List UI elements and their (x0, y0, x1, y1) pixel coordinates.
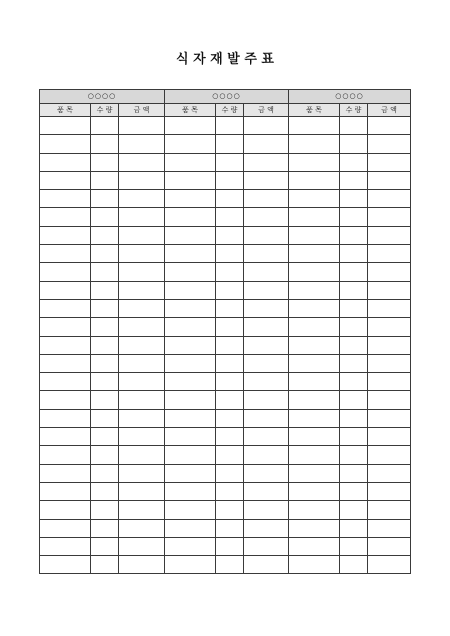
cell-item[interactable] (289, 171, 340, 189)
cell-quantity[interactable] (216, 263, 244, 281)
cell-quantity[interactable] (216, 446, 244, 464)
cell-amount[interactable] (368, 556, 411, 574)
table-row (40, 318, 411, 336)
cell-amount[interactable] (244, 464, 289, 482)
cell-quantity[interactable] (216, 153, 244, 171)
table-row (40, 190, 411, 208)
table-row (40, 354, 411, 372)
cell-item[interactable] (289, 336, 340, 354)
cell-item[interactable] (165, 171, 216, 189)
cell-amount[interactable] (119, 409, 165, 427)
cell-quantity[interactable] (340, 318, 368, 336)
cell-item[interactable] (165, 428, 216, 446)
cell-amount[interactable] (368, 519, 411, 537)
table-row (40, 482, 411, 500)
cell-item[interactable] (165, 464, 216, 482)
cell-quantity[interactable] (216, 299, 244, 317)
column-header-quantity: 수 량 (91, 104, 119, 117)
table-row (40, 263, 411, 281)
cell-quantity[interactable] (216, 336, 244, 354)
cell-quantity[interactable] (216, 245, 244, 263)
cell-quantity[interactable] (340, 135, 368, 153)
cell-amount[interactable] (368, 318, 411, 336)
cell-amount[interactable] (119, 336, 165, 354)
cell-item[interactable] (40, 281, 91, 299)
cell-quantity[interactable] (216, 135, 244, 153)
cell-quantity[interactable] (340, 446, 368, 464)
table-row (40, 226, 411, 244)
cell-item[interactable] (289, 263, 340, 281)
cell-item[interactable] (165, 318, 216, 336)
cell-item[interactable] (40, 464, 91, 482)
cell-amount[interactable] (244, 354, 289, 372)
cell-quantity[interactable] (340, 464, 368, 482)
cell-amount[interactable] (368, 336, 411, 354)
cell-amount[interactable] (244, 409, 289, 427)
cell-item[interactable] (289, 519, 340, 537)
table-row (40, 556, 411, 574)
cell-item[interactable] (289, 299, 340, 317)
cell-quantity[interactable] (216, 556, 244, 574)
cell-quantity[interactable] (91, 519, 119, 537)
cell-amount[interactable] (244, 428, 289, 446)
cell-item[interactable] (40, 318, 91, 336)
cell-quantity[interactable] (91, 318, 119, 336)
cell-amount[interactable] (244, 373, 289, 391)
cell-amount[interactable] (368, 117, 411, 135)
cell-amount[interactable] (368, 428, 411, 446)
table-row (40, 519, 411, 537)
cell-amount[interactable] (244, 226, 289, 244)
order-table (39, 89, 411, 574)
cell-item[interactable] (165, 409, 216, 427)
cell-item[interactable] (165, 354, 216, 372)
cell-item[interactable] (40, 208, 91, 226)
table-row (40, 117, 411, 135)
cell-quantity[interactable] (216, 190, 244, 208)
table-row (40, 428, 411, 446)
table-row (40, 281, 411, 299)
cell-amount[interactable] (119, 537, 165, 555)
column-header-amount: 금 액 (119, 104, 165, 117)
cell-amount[interactable] (368, 299, 411, 317)
cell-quantity[interactable] (216, 171, 244, 189)
cell-item[interactable] (40, 556, 91, 574)
cell-quantity[interactable] (340, 501, 368, 519)
cell-amount[interactable] (119, 446, 165, 464)
cell-quantity[interactable] (91, 501, 119, 519)
cell-item[interactable] (289, 537, 340, 555)
cell-item[interactable] (165, 135, 216, 153)
cell-amount[interactable] (244, 190, 289, 208)
cell-quantity[interactable] (216, 428, 244, 446)
cell-amount[interactable] (244, 153, 289, 171)
cell-quantity[interactable] (91, 135, 119, 153)
group-header: ○○○○ (289, 90, 411, 104)
cell-amount[interactable] (244, 208, 289, 226)
cell-amount[interactable] (244, 263, 289, 281)
cell-item[interactable] (289, 556, 340, 574)
cell-quantity[interactable] (340, 208, 368, 226)
cell-item[interactable] (289, 208, 340, 226)
cell-amount[interactable] (368, 263, 411, 281)
cell-amount[interactable] (368, 135, 411, 153)
cell-quantity[interactable] (340, 245, 368, 263)
table-row (40, 171, 411, 189)
cell-amount[interactable] (368, 171, 411, 189)
cell-amount[interactable] (368, 226, 411, 244)
cell-amount[interactable] (119, 556, 165, 574)
column-header-item: 품 목 (289, 104, 340, 117)
cell-amount[interactable] (368, 391, 411, 409)
cell-quantity[interactable] (216, 409, 244, 427)
column-header-item: 품 목 (165, 104, 216, 117)
table-body (40, 117, 411, 574)
cell-quantity[interactable] (340, 281, 368, 299)
cell-item[interactable] (40, 446, 91, 464)
cell-amount[interactable] (119, 299, 165, 317)
cell-item[interactable] (289, 501, 340, 519)
table-row (40, 208, 411, 226)
cell-quantity[interactable] (91, 428, 119, 446)
column-header-quantity: 수 량 (340, 104, 368, 117)
cell-quantity[interactable] (91, 245, 119, 263)
cell-item[interactable] (165, 208, 216, 226)
cell-item[interactable] (289, 354, 340, 372)
cell-item[interactable] (289, 409, 340, 427)
cell-quantity[interactable] (340, 153, 368, 171)
cell-amount[interactable] (119, 318, 165, 336)
cell-amount[interactable] (244, 117, 289, 135)
cell-item[interactable] (40, 391, 91, 409)
cell-item[interactable] (165, 299, 216, 317)
cell-item[interactable] (289, 281, 340, 299)
cell-amount[interactable] (119, 281, 165, 299)
cell-quantity[interactable] (91, 537, 119, 555)
cell-quantity[interactable] (91, 482, 119, 500)
cell-item[interactable] (289, 373, 340, 391)
cell-item[interactable] (165, 226, 216, 244)
cell-quantity[interactable] (340, 373, 368, 391)
cell-item[interactable] (40, 117, 91, 135)
cell-amount[interactable] (119, 245, 165, 263)
cell-quantity[interactable] (91, 556, 119, 574)
cell-quantity[interactable] (216, 281, 244, 299)
cell-quantity[interactable] (340, 537, 368, 555)
cell-amount[interactable] (244, 519, 289, 537)
cell-item[interactable] (40, 482, 91, 500)
group-header: ○○○○ (40, 90, 165, 104)
cell-quantity[interactable] (91, 299, 119, 317)
cell-quantity[interactable] (91, 446, 119, 464)
cell-item[interactable] (40, 190, 91, 208)
table-row (40, 537, 411, 555)
cell-item[interactable] (289, 428, 340, 446)
cell-amount[interactable] (119, 519, 165, 537)
table-row (40, 336, 411, 354)
cell-item[interactable] (289, 245, 340, 263)
cell-amount[interactable] (119, 153, 165, 171)
cell-item[interactable] (165, 537, 216, 555)
cell-item[interactable] (165, 153, 216, 171)
cell-amount[interactable] (244, 391, 289, 409)
cell-amount[interactable] (368, 373, 411, 391)
cell-amount[interactable] (244, 171, 289, 189)
cell-quantity[interactable] (340, 391, 368, 409)
cell-quantity[interactable] (340, 336, 368, 354)
cell-quantity[interactable] (340, 226, 368, 244)
cell-item[interactable] (165, 482, 216, 500)
cell-item[interactable] (40, 519, 91, 537)
cell-item[interactable] (40, 501, 91, 519)
page-title: 식 자 재 발 주 표 (176, 52, 274, 67)
cell-item[interactable] (40, 135, 91, 153)
cell-quantity[interactable] (91, 171, 119, 189)
cell-quantity[interactable] (91, 464, 119, 482)
cell-item[interactable] (289, 464, 340, 482)
table-row (40, 446, 411, 464)
cell-item[interactable] (289, 446, 340, 464)
cell-quantity[interactable] (216, 117, 244, 135)
cell-amount[interactable] (244, 482, 289, 500)
cell-amount[interactable] (368, 464, 411, 482)
cell-item[interactable] (165, 501, 216, 519)
cell-item[interactable] (40, 428, 91, 446)
cell-item[interactable] (165, 117, 216, 135)
cell-item[interactable] (289, 226, 340, 244)
cell-quantity[interactable] (216, 501, 244, 519)
cell-quantity[interactable] (340, 171, 368, 189)
cell-quantity[interactable] (216, 373, 244, 391)
cell-quantity[interactable] (216, 519, 244, 537)
table-row (40, 409, 411, 427)
cell-item[interactable] (289, 190, 340, 208)
cell-quantity[interactable] (91, 354, 119, 372)
cell-amount[interactable] (368, 446, 411, 464)
cell-quantity[interactable] (91, 263, 119, 281)
cell-amount[interactable] (119, 482, 165, 500)
cell-item[interactable] (40, 171, 91, 189)
cell-quantity[interactable] (340, 263, 368, 281)
cell-item[interactable] (165, 336, 216, 354)
cell-amount[interactable] (119, 135, 165, 153)
cell-amount[interactable] (244, 135, 289, 153)
cell-item[interactable] (289, 482, 340, 500)
cell-amount[interactable] (368, 409, 411, 427)
cell-quantity[interactable] (216, 318, 244, 336)
column-header-amount: 금 액 (244, 104, 289, 117)
cell-item[interactable] (40, 336, 91, 354)
cell-item[interactable] (165, 373, 216, 391)
cell-quantity[interactable] (91, 391, 119, 409)
cell-item[interactable] (40, 153, 91, 171)
cell-item[interactable] (165, 190, 216, 208)
cell-amount[interactable] (119, 226, 165, 244)
group-header: ○○○○ (165, 90, 289, 104)
cell-amount[interactable] (368, 537, 411, 555)
cell-item[interactable] (40, 537, 91, 555)
cell-item[interactable] (289, 391, 340, 409)
cell-item[interactable] (40, 226, 91, 244)
cell-quantity[interactable] (91, 409, 119, 427)
cell-amount[interactable] (368, 482, 411, 500)
cell-item[interactable] (40, 263, 91, 281)
cell-amount[interactable] (119, 373, 165, 391)
cell-quantity[interactable] (91, 281, 119, 299)
cell-item[interactable] (165, 263, 216, 281)
cell-amount[interactable] (368, 190, 411, 208)
cell-item[interactable] (289, 135, 340, 153)
table-row (40, 135, 411, 153)
cell-item[interactable] (289, 153, 340, 171)
column-header-item: 품 목 (40, 104, 91, 117)
column-header-amount: 금 액 (368, 104, 411, 117)
cell-item[interactable] (289, 318, 340, 336)
cell-amount[interactable] (368, 153, 411, 171)
cell-quantity[interactable] (216, 354, 244, 372)
column-header-row (40, 104, 411, 117)
cell-quantity[interactable] (340, 409, 368, 427)
cell-quantity[interactable] (216, 464, 244, 482)
cell-amount[interactable] (244, 556, 289, 574)
cell-amount[interactable] (119, 263, 165, 281)
cell-quantity[interactable] (91, 226, 119, 244)
cell-quantity[interactable] (340, 428, 368, 446)
cell-amount[interactable] (119, 501, 165, 519)
cell-item[interactable] (40, 245, 91, 263)
cell-amount[interactable] (368, 501, 411, 519)
cell-item[interactable] (289, 117, 340, 135)
cell-quantity[interactable] (216, 208, 244, 226)
cell-amount[interactable] (119, 171, 165, 189)
table-row (40, 391, 411, 409)
cell-amount[interactable] (244, 245, 289, 263)
cell-quantity[interactable] (91, 153, 119, 171)
cell-amount[interactable] (244, 446, 289, 464)
cell-amount[interactable] (119, 354, 165, 372)
column-header-quantity: 수 량 (216, 104, 244, 117)
cell-amount[interactable] (119, 428, 165, 446)
cell-item[interactable] (40, 299, 91, 317)
cell-item[interactable] (40, 354, 91, 372)
cell-item[interactable] (165, 446, 216, 464)
cell-item[interactable] (40, 409, 91, 427)
cell-item[interactable] (40, 373, 91, 391)
cell-quantity[interactable] (216, 226, 244, 244)
table-row (40, 373, 411, 391)
cell-item[interactable] (165, 281, 216, 299)
cell-quantity[interactable] (91, 117, 119, 135)
cell-quantity[interactable] (91, 373, 119, 391)
cell-amount[interactable] (368, 354, 411, 372)
cell-quantity[interactable] (91, 336, 119, 354)
cell-quantity[interactable] (340, 117, 368, 135)
cell-amount[interactable] (368, 281, 411, 299)
cell-amount[interactable] (244, 501, 289, 519)
cell-item[interactable] (165, 245, 216, 263)
cell-amount[interactable] (368, 245, 411, 263)
cell-item[interactable] (165, 391, 216, 409)
cell-amount[interactable] (368, 208, 411, 226)
cell-quantity[interactable] (340, 190, 368, 208)
cell-quantity[interactable] (340, 556, 368, 574)
cell-quantity[interactable] (216, 482, 244, 500)
cell-item[interactable] (165, 556, 216, 574)
cell-amount[interactable] (119, 464, 165, 482)
cell-amount[interactable] (119, 190, 165, 208)
cell-amount[interactable] (119, 208, 165, 226)
table-row (40, 464, 411, 482)
cell-item[interactable] (165, 519, 216, 537)
cell-amount[interactable] (244, 281, 289, 299)
cell-amount[interactable] (244, 318, 289, 336)
cell-quantity[interactable] (216, 537, 244, 555)
cell-quantity[interactable] (340, 482, 368, 500)
cell-amount[interactable] (244, 336, 289, 354)
table-row (40, 245, 411, 263)
cell-quantity[interactable] (340, 519, 368, 537)
cell-amount[interactable] (244, 299, 289, 317)
cell-quantity[interactable] (340, 299, 368, 317)
cell-amount[interactable] (119, 391, 165, 409)
cell-amount[interactable] (244, 537, 289, 555)
cell-quantity[interactable] (91, 208, 119, 226)
cell-amount[interactable] (119, 117, 165, 135)
table-row (40, 501, 411, 519)
table-row (40, 299, 411, 317)
group-header-row (40, 90, 411, 104)
cell-quantity[interactable] (340, 354, 368, 372)
cell-quantity[interactable] (216, 391, 244, 409)
cell-quantity[interactable] (91, 190, 119, 208)
table-row (40, 153, 411, 171)
